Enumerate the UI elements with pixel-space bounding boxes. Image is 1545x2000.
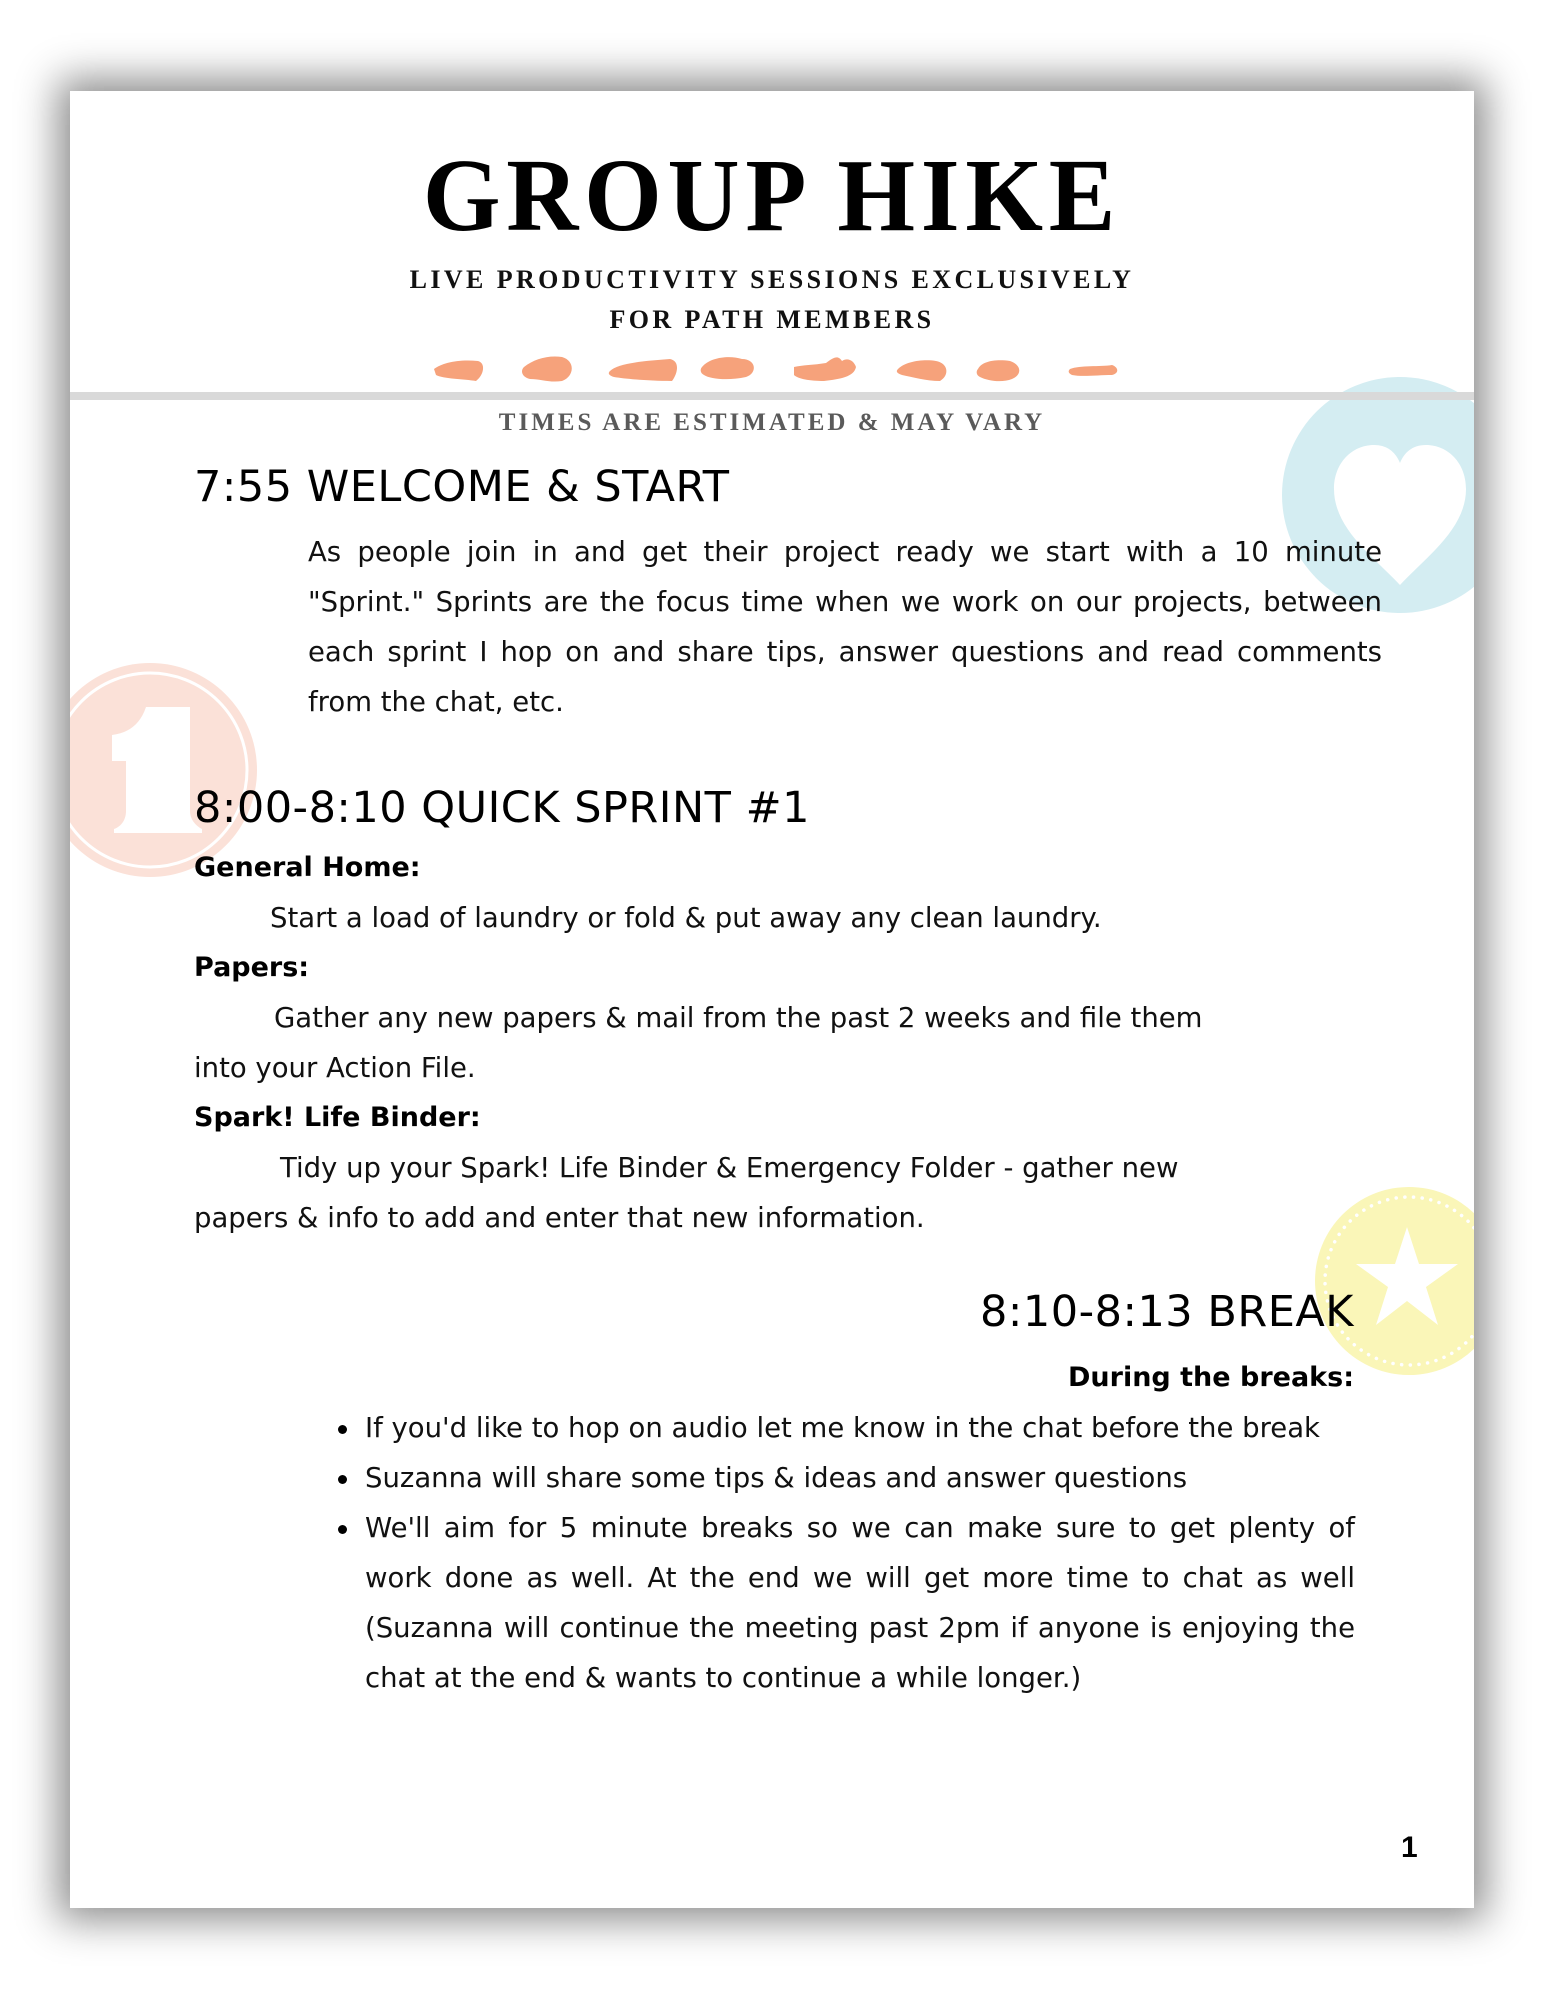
brush-dot <box>522 356 572 381</box>
page-title: GROUP HIKE <box>422 138 1122 253</box>
bullet-icon <box>338 1525 347 1534</box>
sprint-item-text-life-binder: Tidy up your Spark! Life Binder & Emergency Folder - gather new papers & info to add and enter that new information. <box>194 1152 1179 1234</box>
header-divider <box>70 392 1474 400</box>
break-bullet-list <box>365 1403 1355 1703</box>
decorative-brush-dots <box>430 353 1130 387</box>
times-note: TIMES ARE ESTIMATED & MAY VARY <box>498 409 1046 436</box>
sprint-item-label-life-binder: Spark! Life Binder: <box>194 1102 481 1133</box>
bullet-text: If you'd like to hop on audio let me know in the chat before the break <box>365 1412 1320 1444</box>
break-subheading: During the breaks: <box>1068 1362 1354 1393</box>
list-item <box>365 1403 1355 1453</box>
brush-dot <box>1069 365 1118 376</box>
section-heading-welcome: 7:55 WELCOME & START <box>194 462 730 512</box>
page-number: 1 <box>1401 1831 1418 1864</box>
list-item <box>365 1453 1355 1503</box>
section-heading-sprint-1: 8:00-8:10 QUICK SPRINT #1 <box>194 783 810 833</box>
bullet-text: Suzanna will share some tips & ideas and answer questions <box>365 1462 1188 1494</box>
welcome-paragraph: As people join in and get their project ready we start with a 10 minute "Sprint." Sprints are the focus time when we work on our projects, between each sprint I hop on and share tips, answer questions and read comments from the chat, etc. <box>308 536 1382 718</box>
subtitle-line-1: LIVE PRODUCTIVITY SESSIONS EXCLUSIVELY <box>409 265 1135 294</box>
document-page <box>70 91 1474 1908</box>
subtitle-line-2: FOR PATH MEMBERS <box>609 305 935 334</box>
brush-dot <box>701 357 754 379</box>
brush-dot <box>609 359 677 381</box>
bullet-text: We'll aim for 5 minute breaks so we can make sure to get plenty of work done as well. At the end we will get more time to chat as well (Suzanna will continue the meeting past 2pm if anyone is enjoying the chat at the end & wants to continue a while longer.) <box>365 1512 1355 1694</box>
list-item <box>365 1503 1355 1703</box>
bullet-icon <box>338 1475 347 1484</box>
sprint-item-text-general-home: Start a load of laundry or fold & put away any clean laundry. <box>270 902 1102 934</box>
star-badge <box>1315 1187 1474 1377</box>
bullet-icon <box>338 1425 347 1434</box>
brush-dot <box>794 357 856 381</box>
brush-dot <box>977 360 1020 381</box>
brush-dot <box>897 360 947 381</box>
sprint-item-text-papers: Gather any new papers & mail from the past 2 weeks and file them into your Action File. <box>194 1002 1203 1084</box>
sprint-item-label-papers: Papers: <box>194 952 310 983</box>
brush-dot <box>434 360 483 381</box>
sprint-item-label-general-home: General Home: <box>194 852 421 883</box>
section-heading-break: 8:10-8:13 BREAK <box>980 1287 1354 1337</box>
